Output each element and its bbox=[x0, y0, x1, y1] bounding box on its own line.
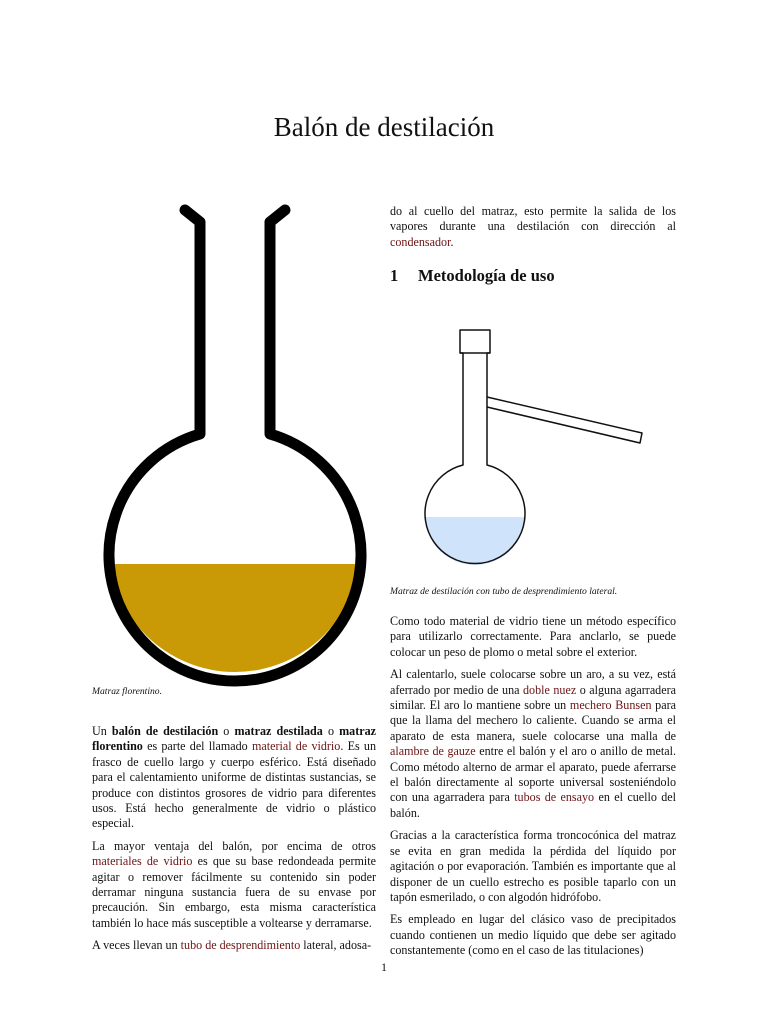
side-tube-paragraph: A veces llevan un tubo de desprendimiento lateral, adosa- bbox=[92, 938, 372, 953]
link-mechero-bunsen[interactable]: mechero Bunsen bbox=[569, 698, 652, 713]
link-condensador[interactable]: condensador bbox=[390, 234, 451, 249]
distillation-flask-with-side-tube bbox=[410, 325, 670, 575]
distillation-liquid bbox=[410, 517, 550, 575]
advantage-paragraph: La mayor ventaja del balón, por encima de otros materiales de vidrio es que su base redondeada permite agitar o remover fácilmente su contenido sin poder derramar ninguna sustancia fuera de su envase por precaución. Sin embargo, esta misma característica también lo hace más susceptible a voltearse y derramarse. bbox=[92, 838, 376, 930]
link-alambre-de-gauze[interactable]: alambre de gauze bbox=[390, 744, 476, 759]
section-number: 1 bbox=[390, 266, 399, 285]
figure-caption-distillation: Matraz de destilación con tubo de desprendimiento lateral. bbox=[390, 586, 618, 597]
usage-paragraph: Es empleado en lugar del clásico vaso de precipitados cuando contienen un medio líquido que debe ser agitado constantemente (como en el caso de las titulaciones) bbox=[390, 912, 676, 958]
link-materiales-de-vidrio[interactable]: materiales de vidrio bbox=[92, 854, 193, 869]
link-tubos-de-ensayo[interactable]: tubos de ensayo bbox=[514, 790, 595, 805]
side-tube bbox=[487, 397, 642, 443]
section-title: Metodología de uso bbox=[418, 266, 555, 285]
figure-caption-florentine: Matraz florentino. bbox=[92, 686, 162, 697]
left-column bbox=[92, 724, 376, 961]
page-number: 1 bbox=[381, 960, 387, 974]
link-doble-nuez[interactable]: doble nuez bbox=[523, 682, 577, 697]
page-title: Balón de destilación bbox=[273, 112, 495, 142]
method-paragraph: Como todo material de vidrio tiene un método específico para utilizarlo correctamente. Para anclarlo, se puede colocar un peso de plomo o metal sobre el exterior. bbox=[390, 614, 676, 659]
section-heading bbox=[390, 266, 555, 286]
heating-paragraph: Al calentarlo, suele colocarse sobre un aro, a su vez, está aferrado por medio de una doble nuez o alguna agarradera similar. El aro lo mantiene sobre un mechero Bunsen para que la llama del mechero lo caliente. Cuando se arma el aparato de esta manera, suele colocarse una malla de alambre de gauze entre el balón y el aro o anillo de metal. Como método alterno de armar el aparato, puede aferrarse el balón directamente al soporte universal sosteniéndolo con una agarradera para tubos de ensayo en el cuello del balón. bbox=[390, 667, 677, 820]
round-bottom-flask-illustration bbox=[92, 198, 392, 688]
right-column-top bbox=[390, 204, 676, 257]
intro-paragraph: Un balón de destilación o matraz destilada o matraz florentino es parte del llamado material de vidrio. Es un frasco de cuello largo y cuerpo esférico. Está diseñado para el calentamiento uniforme de distintas sustancias, se produce con distintos grosores de vidrio para diferentes usos. Está hecho generalmente de vidrio o plástico especial. bbox=[92, 724, 377, 831]
link-tubo-de-desprendimiento[interactable]: tubo de desprendimiento bbox=[180, 938, 301, 953]
continuation-paragraph: do al cuello del matraz, esto permite la salida de los vapores durante una destilación con dirección al condensador. bbox=[390, 204, 676, 249]
link-material-de-vidrio[interactable]: material de vidrio bbox=[251, 739, 341, 754]
right-column-body bbox=[390, 614, 676, 966]
shape-paragraph: Gracias a la característica forma troncocónica del matraz se evita en gran medida la pérdida del líquido por agitación o por evaporación. También es importante que al disponer de un cuello estrecho es posible taparlo con un tapón esmerilado, o con algodón hidrófobo. bbox=[390, 828, 676, 904]
